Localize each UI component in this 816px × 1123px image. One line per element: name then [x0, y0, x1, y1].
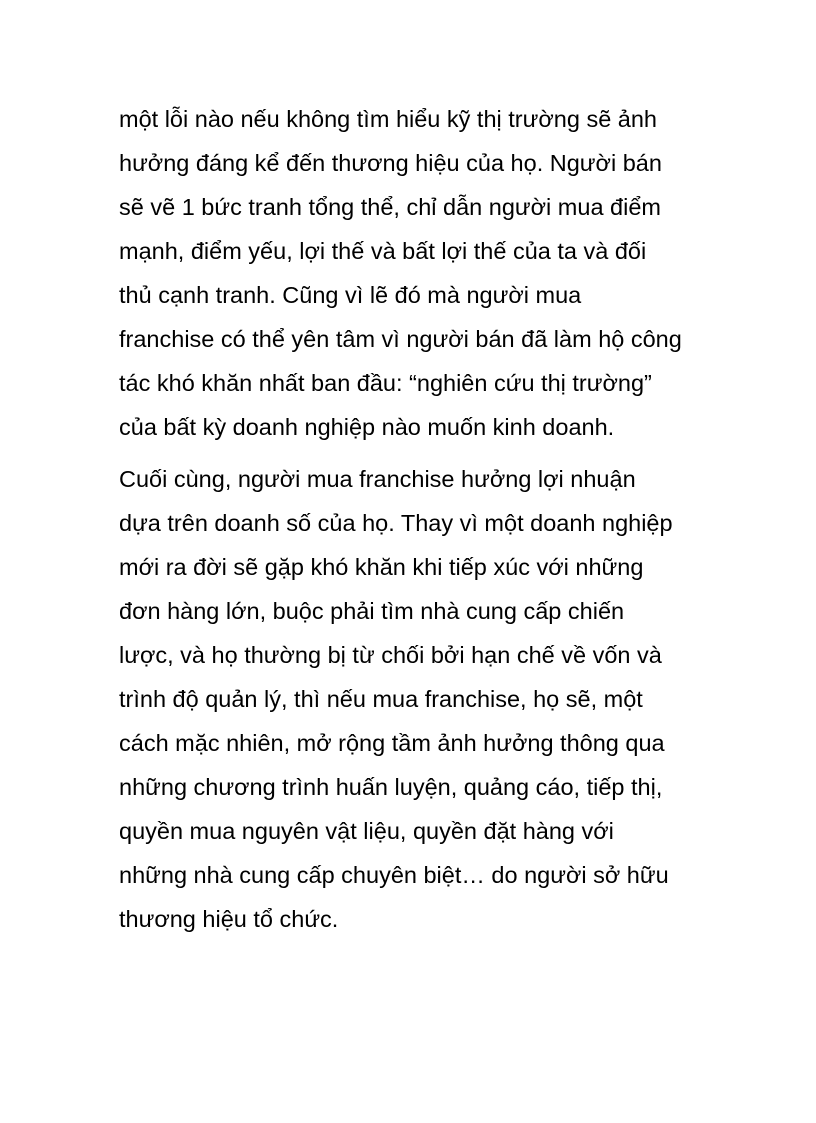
text-line: hưởng đáng kể đến thương hiệu của họ. Người bán: [119, 150, 662, 176]
text-line: Cuối cùng, người mua franchise hưởng lợi nhuận: [119, 466, 636, 492]
text-line: thủ cạnh tranh. Cũng vì lẽ đó mà người mua: [119, 282, 582, 308]
text-line: quyền mua nguyên vật liệu, quyền đặt hàng với: [119, 818, 614, 844]
body-text: [119, 97, 719, 941]
text-line: tác khó khăn nhất ban đầu: “nghiên cứu thị trường”: [119, 370, 652, 396]
text-line: đơn hàng lớn, buộc phải tìm nhà cung cấp chiến: [119, 598, 625, 624]
text-line: mới ra đời sẽ gặp khó khăn khi tiếp xúc với những: [119, 554, 644, 580]
text-line: của bất kỳ doanh nghiệp nào muốn kinh doanh.: [119, 414, 615, 440]
text-line: một lỗi nào nếu không tìm hiểu kỹ thị trường sẽ ảnh: [119, 106, 657, 132]
text-line: sẽ vẽ 1 bức tranh tổng thể, chỉ dẫn người mua điểm: [119, 194, 661, 220]
text-line: franchise có thể yên tâm vì người bán đã làm hộ công: [119, 326, 682, 352]
text-line: thương hiệu tổ chức.: [119, 906, 339, 932]
paragraph-1: [119, 97, 719, 449]
text-line: trình độ quản lý, thì nếu mua franchise, họ sẽ, một: [119, 686, 643, 712]
text-line: những chương trình huấn luyện, quảng cáo, tiếp thị,: [119, 774, 663, 800]
text-line: lược, và họ thường bị từ chối bởi hạn chế về vốn và: [119, 642, 662, 668]
text-line: những nhà cung cấp chuyên biệt… do người sở hữu: [119, 862, 669, 888]
text-line: cách mặc nhiên, mở rộng tầm ảnh hưởng thông qua: [119, 730, 665, 756]
paragraph-2: [119, 457, 719, 941]
text-line: dựa trên doanh số của họ. Thay vì một doanh nghiệp: [119, 510, 673, 536]
text-line: mạnh, điểm yếu, lợi thế và bất lợi thế của ta và đối: [119, 238, 647, 264]
